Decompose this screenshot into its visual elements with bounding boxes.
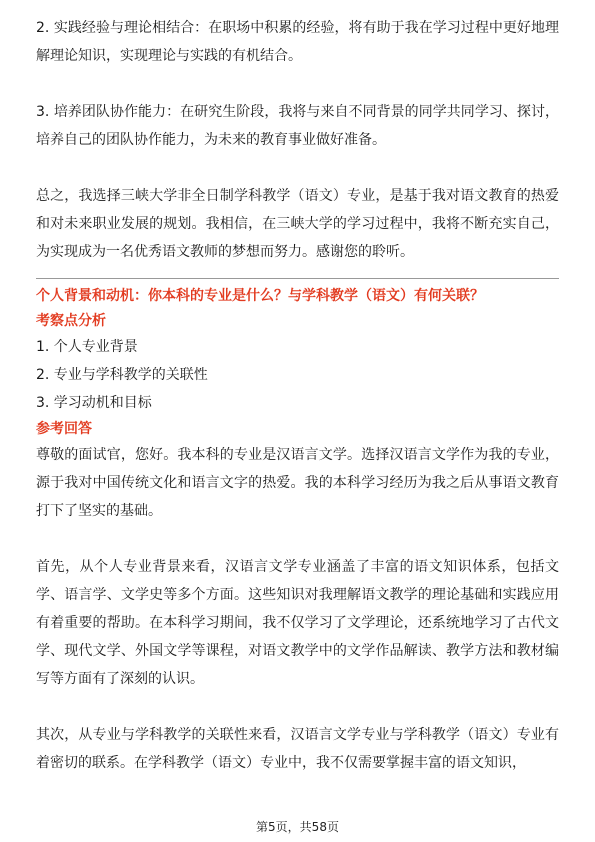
analysis-heading: 考察点分析	[36, 313, 106, 329]
spacer	[36, 70, 559, 98]
answer-heading: 参考回答	[36, 421, 92, 437]
spacer	[36, 693, 559, 721]
paragraph-teamwork: 3. 培养团队协作能力：在研究生阶段，我将与来自不同背景的同学共同学习、探讨，培养自己的团队协作能力，为未来的教育事业做好准备。	[36, 104, 559, 148]
answer-paragraph: 其次，从专业与学科教学的关联性来看，汉语言文学专业与学科教学（语文）专业有着密切的联系。在学科教学（语文）专业中，我不仅需要掌握丰富的语文知识，	[36, 727, 559, 771]
page-number: 第5页，共58页	[256, 820, 339, 834]
analysis-item: 2. 专业与学科教学的关联性	[36, 367, 208, 383]
spacer	[36, 154, 559, 182]
analysis-item: 3. 学习动机和目标	[36, 395, 152, 411]
paragraph-conclusion: 总之，我选择三峡大学非全日制学科教学（语文）专业，是基于我对语文教育的热爱和对未来职业发展的规划。我相信，在三峡大学的学习过程中，我将不断充实自己，为实现成为一名优秀语文教师的梦想而努力。感谢您的聆听。	[36, 188, 559, 260]
document-page	[36, 14, 559, 777]
answer-paragraph: 尊敬的面试官，您好。我本科的专业是汉语言文学。选择汉语言文学作为我的专业，源于我对中国传统文化和语言文字的热爱。我的本科学习经历为我之后从事语文教育打下了坚实的基础。	[36, 447, 559, 519]
section-divider	[36, 278, 559, 279]
paragraph-practice-theory: 2. 实践经验与理论相结合：在职场中积累的经验，将有助于我在学习过程中更好地理解理论知识，实现理论与实践的有机结合。	[36, 20, 559, 64]
spacer	[36, 525, 559, 553]
question-title: 个人背景和动机：你本科的专业是什么？与学科教学（语文）有何关联？	[36, 288, 484, 304]
answer-paragraph: 首先，从个人专业背景来看，汉语言文学专业涵盖了丰富的语文知识体系，包括文学、语言学、文学史等多个方面。这些知识对我理解语文教学的理论基础和实践应用有着重要的帮助。在本科学习期间，我不仅学习了文学理论，还系统地学习了古代文学、现代文学、外国文学等课程，对语文教学中的文学作品解读、教学方法和教材编写等方面有了深刻的认识。	[36, 559, 559, 687]
analysis-item: 1. 个人专业背景	[36, 339, 138, 355]
